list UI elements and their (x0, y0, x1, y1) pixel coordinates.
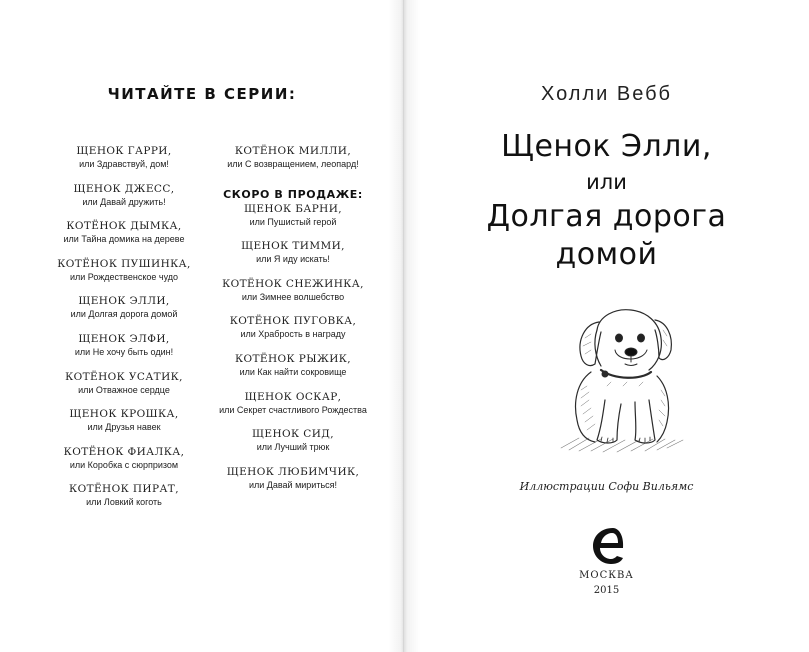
book-title: КОТЁНОК ПУГОВКА, (229, 315, 357, 328)
book-title: КОТЁНОК УСАТИК, (65, 370, 183, 383)
book-subtitle: или Тайна домика на дереве (63, 234, 185, 245)
list-item (198, 390, 388, 428)
author-name: Холли Вебб (540, 83, 672, 105)
left-page (0, 0, 404, 652)
book-subtitle: или Отважное сердце (78, 384, 170, 395)
book-title: ЩЕНОК ТИММИ, (241, 240, 345, 253)
book-title-block (404, 128, 809, 274)
list-item (198, 277, 388, 315)
book-title: ЩЕНОК ЭЛФИ, (78, 332, 170, 345)
list-item (34, 144, 214, 182)
book-subtitle: или Храбрость в награду (240, 329, 346, 340)
book-subtitle: или Как найти сокровище (239, 366, 347, 377)
book-title: ЩЕНОК ЭЛЛИ, (78, 295, 170, 308)
list-item (34, 219, 214, 257)
list-item (34, 370, 214, 408)
puppy-illustration (539, 290, 709, 460)
book-title: КОТЁНОК РЫЖИК, (234, 352, 352, 365)
book-title: КОТЁНОК СНЕЖИНКА, (222, 277, 364, 290)
publisher-city: МОСКВА (579, 570, 634, 581)
book-subtitle: или Не хочу быть один! (74, 346, 174, 357)
list-item (198, 352, 388, 390)
book-subtitle: или Друзья навек (87, 422, 161, 433)
right-page (404, 0, 809, 652)
list-item (198, 314, 388, 352)
title-line-2: или (586, 170, 627, 194)
book-subtitle: или Давай мириться! (248, 479, 338, 490)
list-item (34, 332, 214, 370)
publication-year: 2015 (593, 585, 620, 596)
book-subtitle: или Пушистый герой (249, 216, 337, 227)
book-subtitle: или Долгая дорога домой (70, 309, 178, 320)
title-line-3: Долгая дорога (486, 199, 727, 234)
book-title: КОТЁНОК ПУШИНКА, (57, 257, 191, 270)
title-line-1: Щенок Элли, (501, 129, 712, 164)
book-subtitle: или Секрет счастливого Рождества (219, 404, 367, 415)
book-subtitle: или Здравствуй, дом! (79, 159, 169, 169)
list-item (198, 465, 388, 503)
book-subtitle: или Я иду искать! (256, 254, 330, 265)
book-subtitle: или Рождественское чудо (69, 271, 179, 282)
series-list-right (198, 144, 388, 502)
eksmo-logo-icon (587, 524, 627, 568)
list-item (34, 257, 214, 295)
book-title: ЩЕНОК КРОШКА, (69, 408, 179, 421)
list-item (34, 182, 214, 220)
coming-soon-heading: СКОРО В ПРОДАЖЕ: (223, 187, 363, 201)
book-gutter-shadow (388, 0, 420, 652)
list-item (34, 482, 214, 520)
book-subtitle: или Давай дружить! (82, 196, 166, 207)
book-title: ЩЕНОК ДЖЕСС, (73, 182, 175, 195)
book-title: КОТЁНОК ДЫМКА, (66, 220, 182, 233)
publisher-logo (587, 524, 627, 568)
book-subtitle: или Зимнее волшебство (241, 291, 345, 302)
list-item (34, 445, 214, 483)
book-title: КОТЁНОК МИЛЛИ, (234, 145, 352, 157)
list-item (34, 407, 214, 445)
book-subtitle: или Лучший трюк (256, 442, 330, 453)
puppy-drawing (539, 290, 709, 460)
book-title: КОТЁНОК ФИАЛКА, (63, 445, 185, 458)
book-title: КОТЁНОК ПИРАТ, (69, 483, 179, 496)
book-subtitle: или С возвращением, леопард! (227, 159, 359, 169)
book-title: ЩЕНОК ГАРРИ, (76, 145, 172, 157)
list-item (198, 427, 388, 465)
book-title: ЩЕНОК ОСКАР, (244, 390, 342, 403)
book-title: ЩЕНОК СИД, (252, 428, 334, 441)
series-heading: ЧИТАЙТЕ В СЕРИИ: (107, 85, 297, 103)
title-line-4: домой (555, 237, 658, 272)
book-subtitle: или Ловкий коготь (86, 497, 162, 508)
illustrations-credit: Иллюстрации Софи Вильямс (519, 480, 694, 493)
book-subtitle: или Коробка с сюрпризом (69, 459, 179, 470)
list-item (198, 202, 388, 240)
list-item (198, 144, 388, 182)
book-spine-line (403, 0, 404, 652)
list-item (198, 239, 388, 277)
book-title: ЩЕНОК БАРНИ, (243, 202, 343, 215)
book-title: ЩЕНОК ЛЮБИМЧИК, (226, 465, 360, 478)
list-item (34, 294, 214, 332)
series-list-left (34, 144, 214, 520)
